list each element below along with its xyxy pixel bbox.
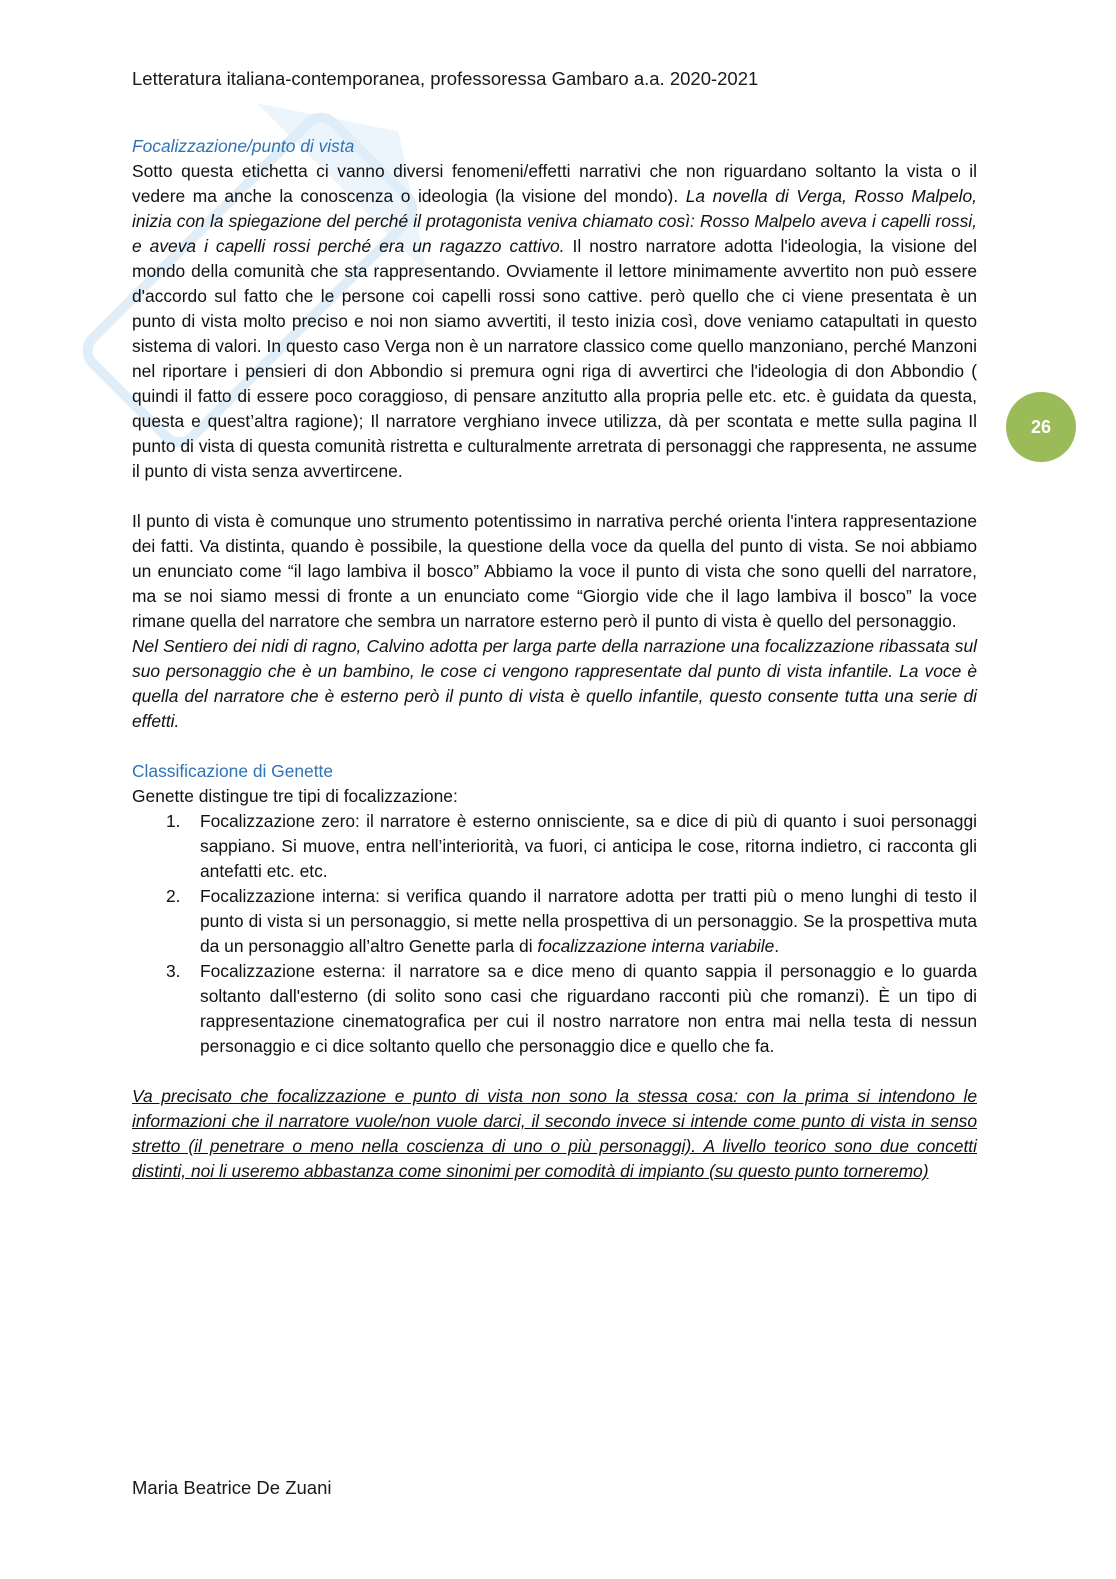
page-number: 26 [1030, 416, 1052, 437]
list-item-text: Focalizzazione zero: il narratore è esterno onnisciente, sa e dice di più di quanto i suoi personaggi sappiano. Si muove, entra nell’interiorità, va fuori, ci anticipa le cose, ritorna indietro, ci racconta gli antefatti etc. etc. [200, 811, 977, 881]
page-number-badge [1006, 392, 1076, 462]
page-footer-author: Maria Beatrice De Zuani [132, 1477, 332, 1498]
genette-list [132, 809, 977, 1059]
genette-intro: Genette distingue tre tipi di focalizzazione: [132, 786, 458, 806]
list-item-tail: . [774, 936, 780, 956]
list-item [132, 884, 977, 959]
paragraph-calvino: Nel Sentiero dei nidi di ragno, Calvino adotta per larga parte della narrazione una focalizzazione ribassata sul suo personaggio che è un bambino, le cose ci vengono rappresentate dal punto di vista infantile. La voce è quella del narratore che è esterno però il punto di vista è quello infantile, questo consente tutta una serie di effetti. [132, 636, 977, 731]
paragraph-text: Sotto questa etichetta ci vanno diversi fenomeni/effetti narrativi che non riguardano soltanto la vista o il vedere ma anche la conoscenza o ideologia (la visione del mondo). [132, 161, 977, 206]
paragraph-rosso-malpelo [132, 159, 977, 484]
list-item-italic: focalizzazione interna variabile [537, 936, 775, 956]
paragraph-text: Il nostro narratore adotta l'ideologia, la visione del mondo della comunità che sta rappresentando. Ovviamente il lettore minimamente avvertito non può essere d'accordo sul fatto che le persone coi capelli rossi sono cattive. però quello che ci viene presentata è un punto di vista molto preciso e noi non siamo avvertiti, il testo inizia così, dove veniamo catapultati in questo sistema di valori. In questo caso Verga non è un narratore classico come quello manzoniano, perché Manzoni nel riportare i pensieri di don Abbondio si premura ogni riga di avvertirci che l'ideologia di don Abbondio ( quindi il fatto di essere poco coraggioso, di pensare anzitutto alla propria pelle etc. etc. è guidata da questa, questa e quest’altra ragione); Il narratore verghiano invece utilizza, dà per scontata e mette sulla pagina Il punto di vista di questa comunità ristretta e culturalmente arretrata di personaggi che rappresenta, ne assume il punto di vista senza avvertircene. [132, 236, 977, 481]
list-item-number: 3. [166, 961, 181, 981]
section-heading-genette: Classificazione di Genette [132, 761, 334, 781]
list-item [132, 959, 977, 1059]
list-item-number: 1. [166, 811, 181, 831]
paragraph-punto-di-vista: Il punto di vista è comunque uno strumento potentissimo in narrativa perché orienta l'intera rappresentazione dei fatti. Va distinta, quando è possibile, la questione della voce da quella del punto di vista. Se noi abbiamo un enunciato come “il lago lambiva il bosco” Abbiamo la voce il punto di vista che sono quelli del narratore, ma se noi siamo messi di fronte a un enunciato come “Giorgio vide che il lago lambiva il bosco” la voce rimane quella del narratore che sembra un narratore esterno però il punto di vista è quello del personaggio. [132, 511, 977, 631]
italic-verga-example: La novella di Verga, Rosso Malpelo, inizia con la spiegazione del perché il protagonista veniva chiamato così: Rosso Malpelo aveva i capelli rossi, e aveva i capelli rossi perché era un ragazzo cattivo. [132, 186, 977, 256]
list-item-text: Focalizzazione interna: si verifica quando il narratore adotta per tratti più o meno lunghi di testo il punto di vista si un personaggio, si mette nella prospettiva di un personaggio. Se la prospettiva muta da un personaggio all’altro Genette parla di [200, 886, 977, 956]
section-heading-focalizzazione: Focalizzazione/punto di vista [132, 136, 355, 156]
list-item-text: Focalizzazione esterna: il narratore sa e dice meno di quanto sappia il personaggio e lo guarda soltanto dall'esterno (di solito sono casi che riguardano racconti più che romanzi). È un tipo di rappresentazione cinematografica per cui il nostro narratore non entra mai nella testa di nessun personaggio e ci dice soltanto quello che personaggio dice e quello che fa. [200, 961, 977, 1056]
document-body [132, 134, 977, 1184]
list-item-number: 2. [166, 886, 181, 906]
closing-note: Va precisato che focalizzazione e punto di vista non sono la stessa cosa: con la prima si intendono le informazioni che il narratore vuole/non vuole darci, il secondo invece si intende come punto di vista in senso stretto (il penetrare o meno nella coscienza di uno o più personaggi). A livello teorico sono due concetti distinti, noi li useremo abbastanza come sinonimi per comodità di impianto (su questo punto torneremo) [132, 1086, 977, 1181]
page-header: Letteratura italiana-contemporanea, professoressa Gambaro a.a. 2020-2021 [132, 68, 759, 89]
list-item [132, 809, 977, 884]
